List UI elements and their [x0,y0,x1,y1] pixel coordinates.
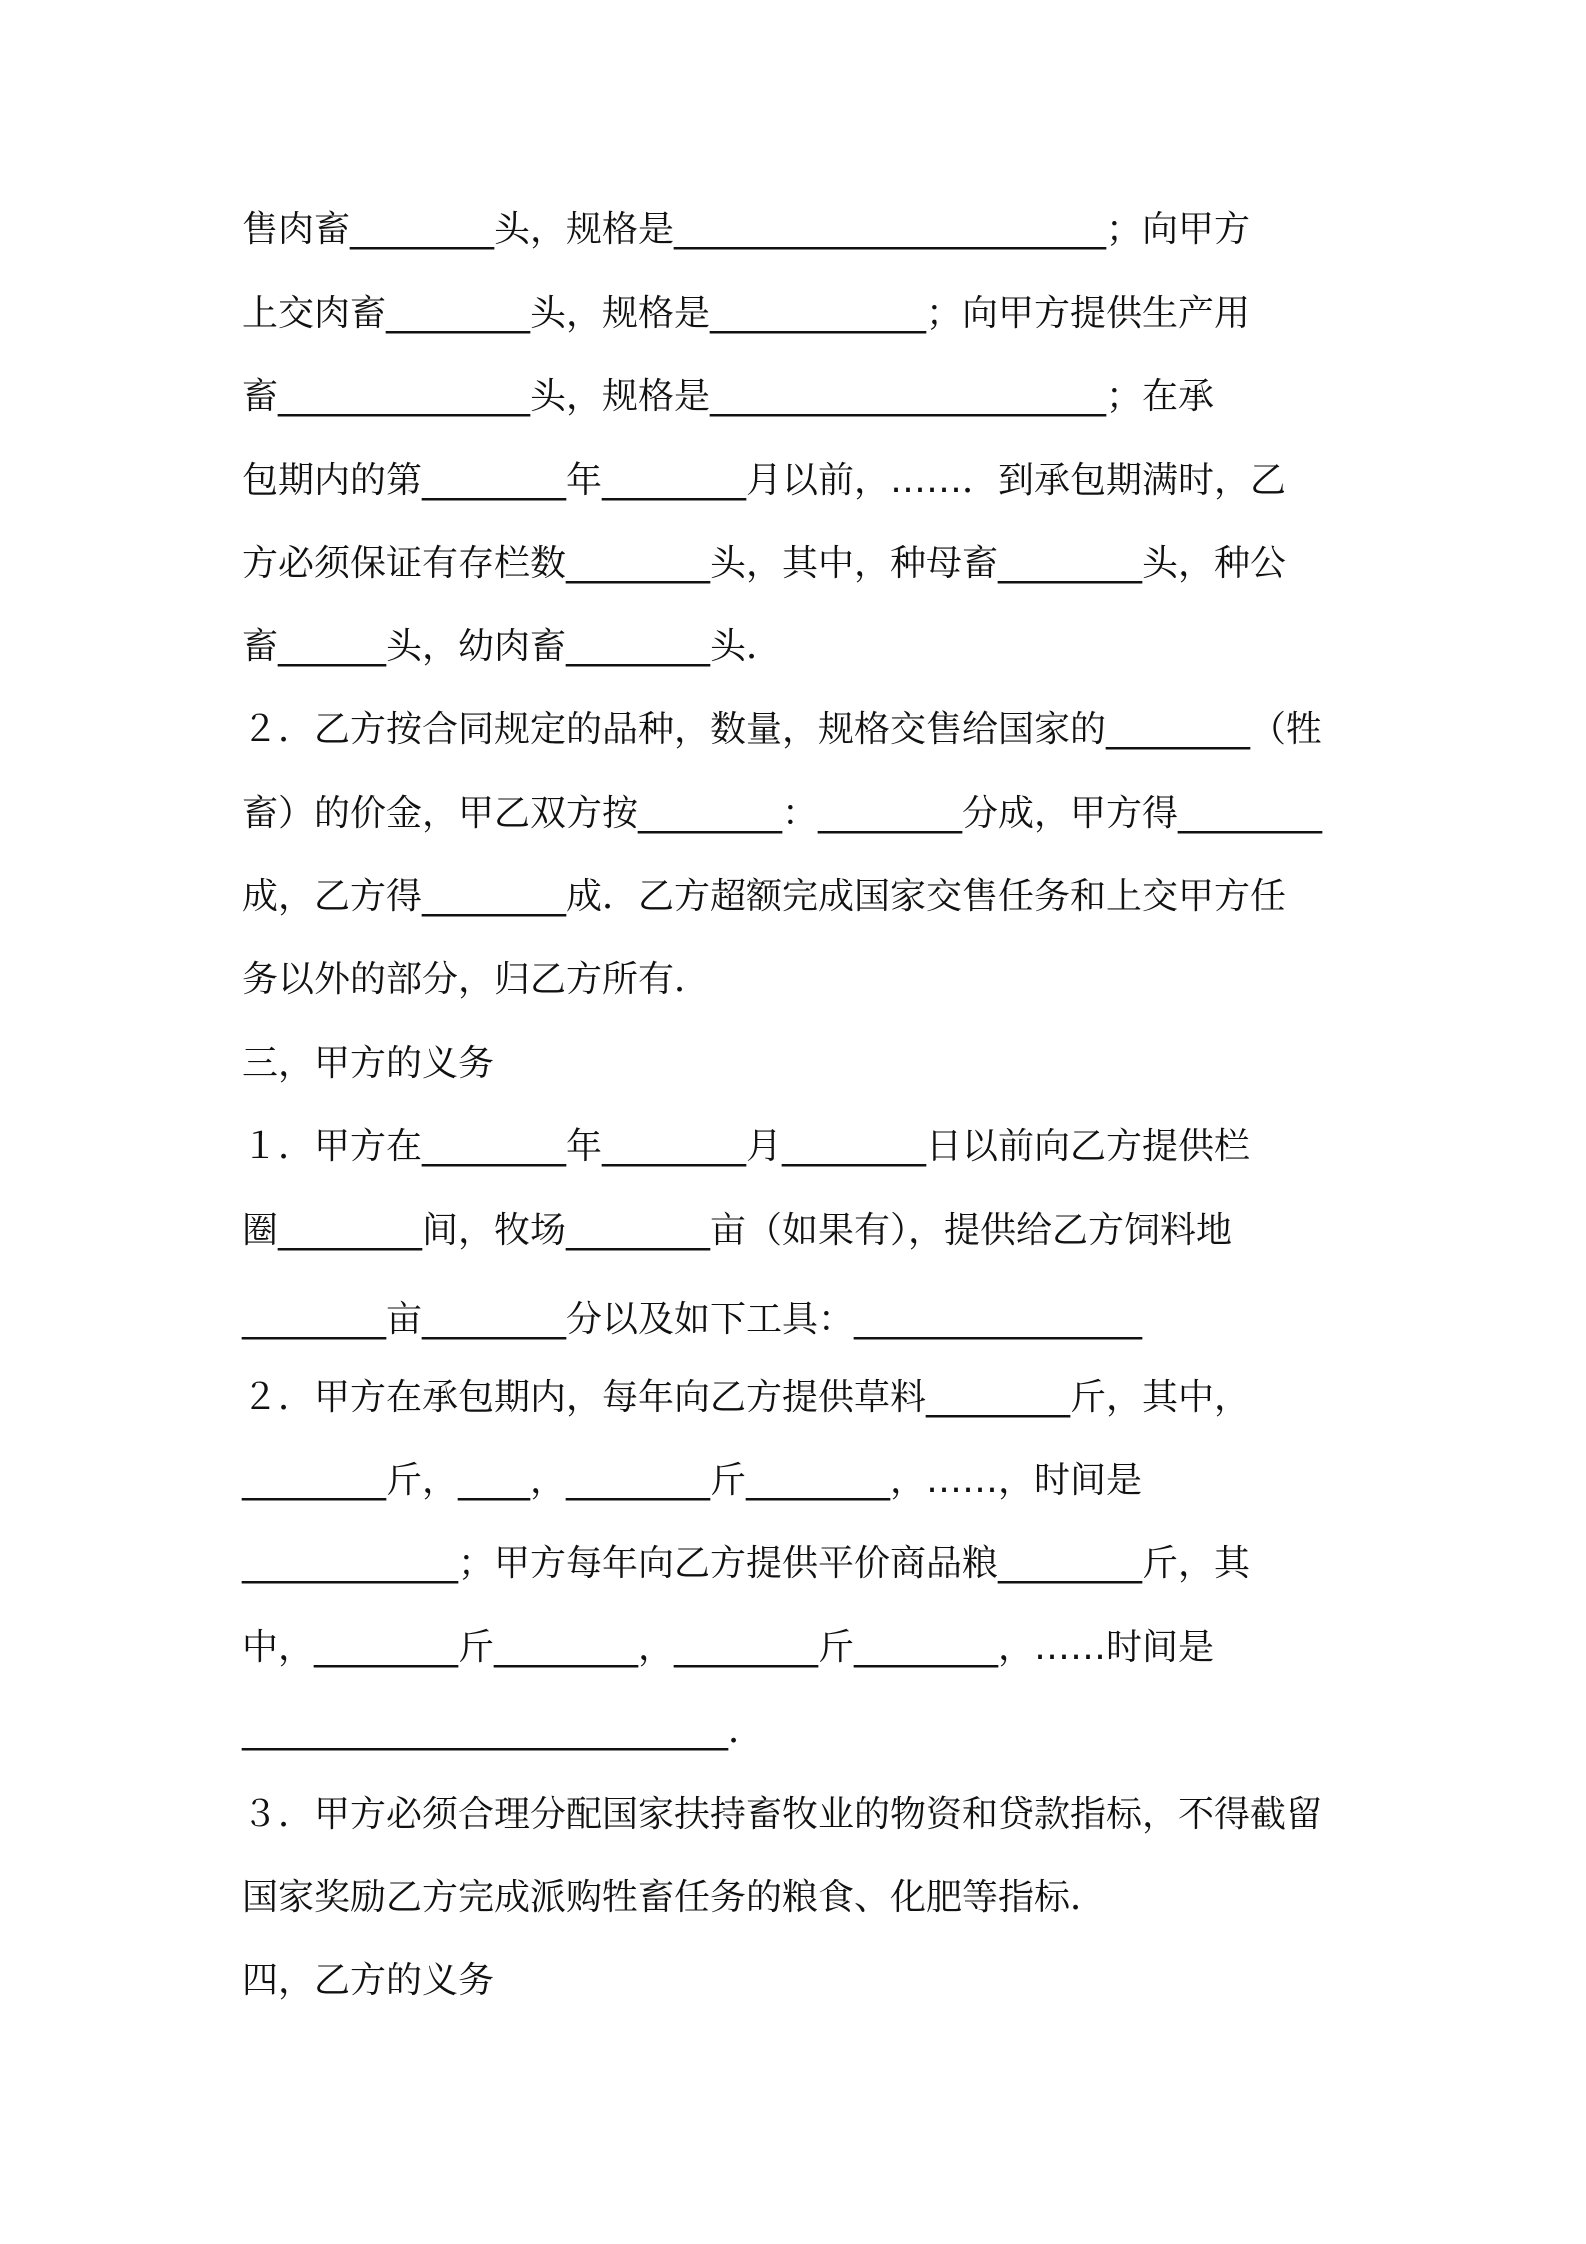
text-line: ３．甲方必须合理分配国家扶持畜牧业的物资和贷款指标，不得截留 [242,1794,1323,1835]
text-line: ２．甲方在承包期内，每年向乙方提供草料________斤，其中， [242,1377,1251,1418]
text-line: 圈________间，牧场________亩（如果有），提供给乙方饲料地 [242,1210,1233,1251]
section-heading: 四，乙方的义务 [242,1960,495,2001]
text-line: ____________；甲方每年向乙方提供平价商品粮________斤，其 [242,1543,1251,1584]
text-line: ________亩________分以及如下工具：________________ [242,1299,1143,1340]
text-line: 上交肉畜________头，规格是____________；向甲方提供生产用 [242,293,1251,334]
text-line: 中，________斤________，________斤________，……时间是 [242,1627,1215,1668]
text-line: 成，乙方得________成．乙方超额完成国家交售任务和上交甲方任 [242,876,1287,917]
text-line: １．甲方在________年________月________日以前向乙方提供栏 [242,1126,1251,1167]
text-line: 售肉畜________头，规格是________________________；向甲方 [242,209,1251,250]
text-line: 务以外的部分，归乙方所有． [242,959,711,1000]
text-line: 包期内的第________年________月以前，……．到承包期满时，乙 [242,460,1287,501]
text-line: ________斤，____，________斤________，……，时间是 [242,1460,1143,1501]
text-line: 方必须保证有存栏数________头，其中，种母畜________头，种公 [242,543,1287,584]
text-line: 畜______________头，规格是______________________；在承 [242,376,1215,417]
section-heading: 三，甲方的义务 [242,1043,495,1084]
text-line: ２．乙方按合同规定的品种，数量，规格交售给国家的________（牲 [242,709,1323,750]
text-line: ___________________________． [242,1710,764,1751]
text-line: 国家奖励乙方完成派购牲畜任务的粮食、化肥等指标． [242,1877,1107,1918]
text-line: 畜）的价金，甲乙双方按________：________分成，甲方得________ [242,793,1323,834]
text-line: 畜______头，幼肉畜________头． [242,626,783,667]
